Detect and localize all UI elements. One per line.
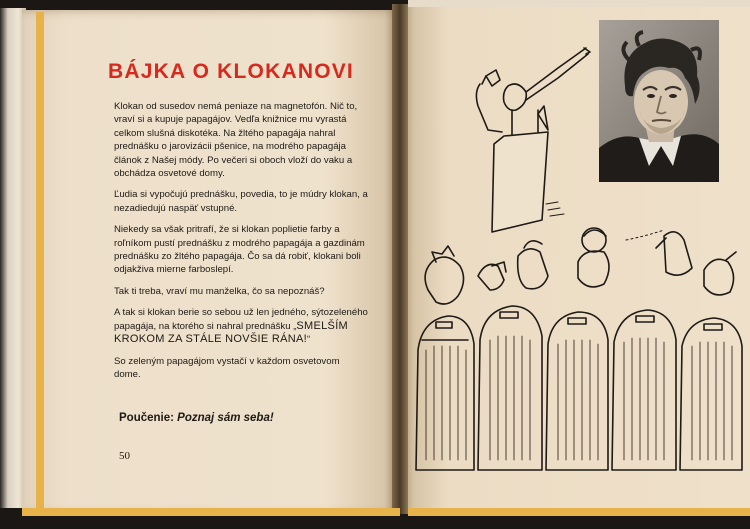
audience-chairs bbox=[416, 306, 742, 470]
book-gutter bbox=[392, 4, 408, 514]
speaker-figure bbox=[476, 48, 590, 136]
podium bbox=[492, 132, 548, 232]
paragraph-4: Tak ti treba, vraví mu manželka, čo sa nepoznáš? bbox=[114, 285, 325, 297]
audience-heads bbox=[425, 228, 736, 304]
paragraph-1: Klokan od susedov nemá peniaze na magnetofón. Nič to, vraví si a kupuje papagájov. Vedľa knižnice mu vyrastá celkom slušná diskotéka. Na žltého papagája nahral prednášku o jarovizácii pšenice, na modrého papagája článok z Našej módy. Po večeri si oboch vloží do vaku a obchádza osvetové domy. bbox=[114, 101, 358, 180]
top-edge bbox=[408, 0, 750, 7]
moral-text: Poznaj sám seba! bbox=[177, 412, 274, 424]
paragraph-6: So zeleným papagájom vystačí v každom osvetovom dome. bbox=[114, 355, 340, 380]
page-number: 50 bbox=[119, 450, 130, 462]
bottom-edge-left bbox=[22, 508, 400, 516]
story-text bbox=[114, 100, 368, 389]
lecture-audience-illustration bbox=[408, 40, 750, 480]
paragraph-5-end: “ bbox=[307, 334, 311, 346]
paragraph-2: Ľudia si vypočujú prednášku, povedia, to je múdry klokan, a nezadiedujú naspäť vstupné. bbox=[114, 189, 368, 214]
bottom-edge-right bbox=[408, 508, 750, 516]
slogan-text: SMELŠÍM KROKOM ZA STÁLE NOVŠIE RÁNA! bbox=[114, 319, 349, 346]
moral-line bbox=[119, 412, 274, 424]
paragraph-3: Niekedy sa však pritrafí, že si klokan poplietie farby a roľníkom pustí prednášku z modrého papagája a gazdinám prednášku zo žltého papagája. Čo sa dá robiť, klokani boli odjakživa mierne farboslepí. bbox=[114, 224, 365, 276]
paragraph-5-start: A tak si klokan berie so sebou už len jedného, sýtozeleného papagája, na ktorého si nahral prednášku „ bbox=[114, 307, 368, 332]
story-title: BÁJKA O KLOKANOVI bbox=[108, 60, 354, 83]
binding-strip bbox=[36, 12, 44, 512]
paragraph-5 bbox=[114, 306, 368, 346]
moral-label: Poučenie: bbox=[119, 412, 174, 424]
